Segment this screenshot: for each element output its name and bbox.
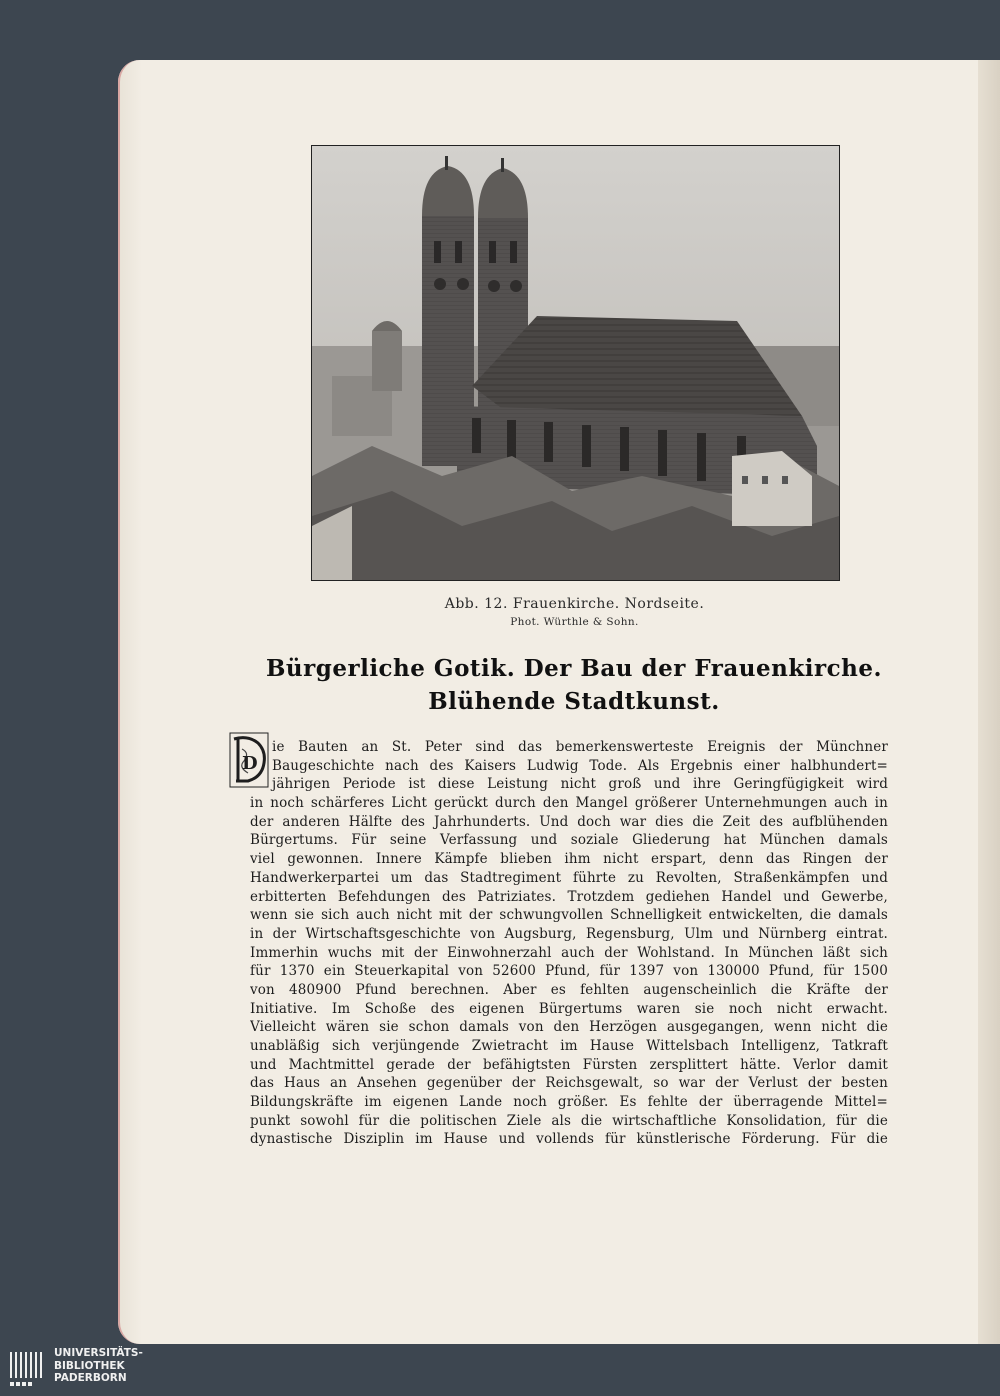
text-line: von 480900 Pfund berechnen. Aber es fehlten augenscheinlich die Kräfte der bbox=[250, 981, 888, 998]
text-line: unabläßig sich verjüngende Zwietracht im Hause Wittelsbach Intelligenz, Tatkraft bbox=[250, 1038, 888, 1054]
chapter-heading bbox=[240, 652, 908, 718]
library-line-1: UNIVERSITÄTS- bbox=[54, 1347, 143, 1359]
library-line-2: BIBLIOTHEK bbox=[54, 1359, 125, 1372]
text-line: für 1370 ein Steuerkapital von 52600 Pfund, für 1397 von 130000 Pfund, für 1500 bbox=[250, 963, 888, 980]
text-line: und Machtmittel gerade der befähigtsten Fürsten zersplittert hätte. Verlor damit bbox=[250, 1056, 888, 1073]
library-logo-icon bbox=[8, 1348, 48, 1392]
text-line: in der Wirtschaftsgeschichte von Augsburg, Regensburg, Ulm und Nürnberg eintrat. bbox=[250, 925, 888, 942]
text-line: Bildungskräfte im eigenen Lande noch größer. Es fehlte der überragende Mittel= bbox=[250, 1094, 888, 1111]
figure-caption: Abb. 12. Frauenkirche. Nordseite. bbox=[444, 596, 705, 612]
body-paragraph bbox=[250, 738, 888, 1149]
library-line-3: PADERBORN bbox=[54, 1372, 127, 1384]
text-line: der anderen Hälfte des Jahrhunderts. Und doch war dies die Zeit des aufblühenden bbox=[250, 813, 888, 830]
text-line: Initiative. Im Schoße des eigenen Bürgertums waren sie noch nicht erwacht. bbox=[250, 1000, 888, 1017]
text-line: Baugeschichte nach des Kaisers Ludwig Tode. Als Ergebnis einer halbhundert= bbox=[272, 757, 888, 774]
text-line: punkt sowohl für die politischen Ziele als die wirtschaftliche Konsolidation, für die bbox=[250, 1112, 888, 1129]
text-line: Bürgertums. Für seine Verfassung und soziale Gliederung hat München damals bbox=[250, 832, 888, 849]
text-line: Handwerkerpartei um das Stadtregiment führte zu Revolten, Straßenkämpfen und bbox=[250, 869, 888, 886]
heading-line-1: Bürgerliche Gotik. Der Bau der Frauenkirche. bbox=[265, 655, 883, 682]
text-line: ie Bauten an St. Peter sind das bemerkenswerteste Ereignis der Münchner bbox=[272, 739, 888, 755]
library-name bbox=[54, 1347, 143, 1385]
text-line: wenn sie sich auch nicht mit der schwungvollen Schnelligkeit entwickelten, die damals bbox=[250, 907, 888, 924]
library-footer-bar bbox=[0, 1344, 1000, 1396]
text-line: jährigen Periode ist diese Leistung nicht groß und ihre Geringfügigkeit wird bbox=[272, 776, 888, 793]
text-line: in noch schärferes Licht gerückt durch den Mangel größerer Unternehmungen auch in bbox=[250, 795, 888, 812]
text-line: Immerhin wuchs mit der Einwohnerzahl auch der Wohlstand. In München läßt sich bbox=[250, 944, 888, 961]
heading-line-2: Blühende Stadtkunst. bbox=[428, 688, 720, 715]
frauenkirche-photo bbox=[311, 145, 840, 581]
text-line: das Haus an Ansehen gegenüber der Reichsgewalt, so war der Verlust der besten bbox=[250, 1075, 888, 1092]
text-line: Vielleicht wären sie schon damals von den Herzögen ausgegangen, wenn nicht die bbox=[250, 1019, 888, 1036]
church-illustration bbox=[312, 146, 839, 580]
text-line: viel gewonnen. Innere Kämpfe blieben ihm nicht erspart, denn das Ringen der bbox=[250, 851, 888, 868]
text-line: erbitterten Befehdungen des Patriziates. Trotzdem gediehen Handel und Gewerbe, bbox=[250, 888, 888, 905]
page-right-edge bbox=[978, 60, 1000, 1344]
photo-credit: Phot. Würthle & Sohn. bbox=[510, 616, 639, 628]
initial-letter: D bbox=[242, 753, 258, 774]
text-line: dynastische Disziplin im Hause und vollends für künstlerische Förderung. Für die bbox=[250, 1131, 888, 1148]
page-left-edge bbox=[118, 60, 142, 1344]
